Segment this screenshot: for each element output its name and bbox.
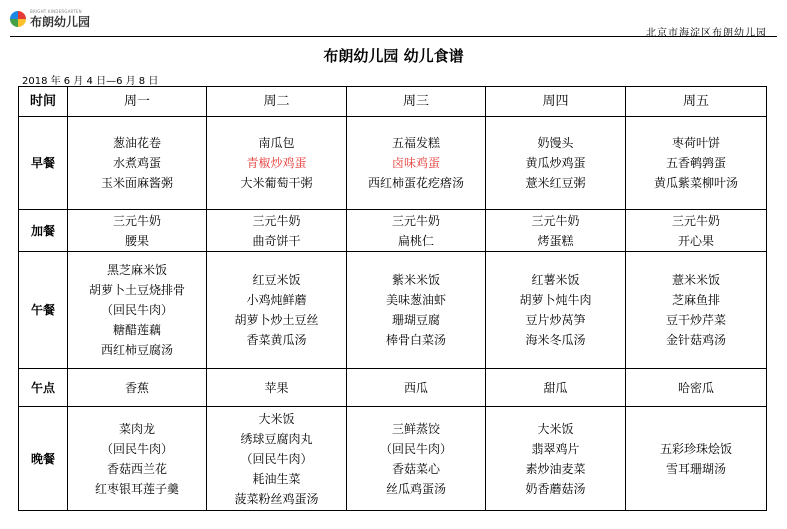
dish: 三元牛奶 (671, 213, 720, 228)
dish: 大米葡萄干粥 (240, 176, 313, 190)
meal-label: 午餐 (19, 252, 68, 369)
menu-cell (486, 210, 626, 252)
dish: 三元牛奶 (391, 213, 440, 228)
table-row (19, 369, 767, 407)
table-row (19, 407, 767, 511)
menu-cell (207, 117, 347, 210)
dish: 水煮鸡蛋 (112, 156, 161, 170)
dish: 金针菇鸡汤 (665, 333, 726, 347)
table-row (19, 210, 767, 252)
logo-chinese-text: 布朗幼儿园 (30, 15, 91, 29)
menu-cell (626, 252, 767, 369)
dish: 三元牛奶 (252, 213, 301, 228)
dish: 烤蛋糕 (537, 233, 574, 248)
menu-cell (68, 407, 207, 511)
page-header (0, 0, 787, 40)
dish: 腰果 (124, 233, 149, 248)
menu-cell (486, 117, 626, 210)
dish: 豆片炒莴笋 (525, 313, 586, 327)
dish: 紫米米饭 (391, 273, 440, 287)
dish: 五香鹌鹑蛋 (665, 156, 726, 170)
menu-cell (486, 407, 626, 511)
dish: 曲奇饼干 (252, 233, 301, 248)
dish: 芝麻鱼排 (671, 293, 720, 307)
table-header-row (19, 87, 767, 117)
menu-cell (207, 369, 347, 407)
dish: 豆干炒芹菜 (665, 313, 726, 327)
dish: 胡萝卜炖牛肉 (519, 293, 592, 307)
menu-cell (486, 369, 626, 407)
menu-cell (347, 210, 486, 252)
day-header: 周二 (207, 87, 347, 117)
dish: （回民牛肉） (100, 303, 173, 317)
dish: 苹果 (264, 380, 289, 395)
dish: 菜肉龙 (118, 421, 155, 436)
day-header: 周五 (626, 87, 767, 117)
dish: 西红柿豆腐汤 (100, 343, 173, 357)
dish: 三元牛奶 (112, 213, 161, 228)
dish: 五福发糕 (391, 136, 440, 150)
dish: 香菜黄瓜汤 (246, 333, 307, 347)
menu-cell (626, 210, 767, 252)
menu-cell (626, 369, 767, 407)
day-header: 周四 (486, 87, 626, 117)
dish: 红豆米饭 (252, 273, 301, 287)
dish: 奶馒头 (537, 136, 574, 150)
menu-cell (626, 117, 767, 210)
menu-cell (347, 117, 486, 210)
meal-label: 早餐 (19, 117, 68, 210)
dish: 雪耳珊瑚汤 (665, 461, 726, 476)
dish: 开心果 (677, 233, 714, 248)
dish: 三鲜蒸饺 (391, 421, 440, 436)
menu-cell (68, 210, 207, 252)
meal-label: 午点 (19, 369, 68, 407)
dish: 葱油花卷 (112, 136, 161, 150)
menu-cell (626, 407, 767, 511)
dish: 甜瓜 (543, 380, 568, 395)
meal-label: 加餐 (19, 210, 68, 252)
dish-highlighted: 卤味鸡蛋 (391, 156, 440, 170)
dish: 胡萝卜炒土豆丝 (234, 313, 319, 327)
menu-cell (207, 252, 347, 369)
menu-cell (207, 210, 347, 252)
dish: 美味葱油虾 (385, 293, 446, 307)
dish: 香菇菜心 (391, 461, 440, 476)
dish: 胡萝卜土豆烧排骨 (88, 283, 185, 297)
dish: 薏米米饭 (671, 273, 720, 287)
dish: 枣荷叶饼 (671, 136, 720, 150)
dish: 南瓜包 (258, 136, 295, 150)
dish: （回民牛肉） (240, 451, 313, 466)
dish: 糖醋莲藕 (112, 323, 161, 337)
menu-cell (207, 407, 347, 511)
dish: 黄瓜紫菜柳叶汤 (653, 176, 738, 190)
dish: 翡翠鸡片 (531, 441, 580, 456)
date-range: 2018 年 6 月 4 日—6 月 8 日 (22, 76, 159, 87)
dish: 海米冬瓜汤 (525, 333, 586, 347)
table-row (19, 117, 767, 210)
dish: 大米饭 (537, 421, 574, 436)
dish: 西红柿蛋花疙瘩汤 (367, 176, 464, 190)
dish: 西瓜 (403, 380, 428, 395)
table-row (19, 252, 767, 369)
page-title: 布朗幼儿园 幼儿食谱 (323, 47, 464, 65)
meal-label: 晚餐 (19, 407, 68, 511)
kindergarten-logo (10, 10, 90, 28)
dish: 小鸡炖鲜蘑 (246, 293, 307, 307)
dish: 菠菜粉丝鸡蛋汤 (234, 491, 319, 506)
dish: 薏米红豆粥 (525, 176, 586, 190)
dish: 珊瑚豆腐 (391, 313, 440, 327)
dish: 红枣银耳莲子羹 (94, 481, 179, 496)
menu-cell (486, 252, 626, 369)
corner-header: 时间 (19, 87, 68, 117)
logo-icon (10, 11, 26, 27)
menu-cell (68, 252, 207, 369)
header-divider (10, 36, 777, 37)
menu-cell (347, 252, 486, 369)
dish: 三元牛奶 (531, 213, 580, 228)
dish: 扁桃仁 (397, 233, 434, 248)
dish: 棒骨白菜汤 (385, 333, 446, 347)
dish: （回民牛肉） (379, 441, 452, 456)
dish: 黑芝麻米饭 (106, 263, 167, 277)
menu-cell (68, 369, 207, 407)
dish-highlighted: 青椒炒鸡蛋 (246, 156, 307, 170)
dish: （回民牛肉） (100, 441, 173, 456)
dish: 大米饭 (258, 411, 295, 426)
dish: 素炒油麦菜 (525, 461, 586, 476)
menu-cell (68, 117, 207, 210)
dish: 香蕉 (124, 380, 149, 395)
menu-cell (347, 407, 486, 511)
dish: 耗油生菜 (252, 471, 301, 486)
dish: 丝瓜鸡蛋汤 (385, 481, 446, 496)
dish: 红薯米饭 (531, 273, 580, 287)
dish: 奶香蘑菇汤 (525, 481, 586, 496)
day-header: 周三 (347, 87, 486, 117)
dish: 香菇西兰花 (106, 461, 167, 476)
logo-english-text: BRIGHT KINDERGARTEN (30, 9, 82, 14)
dish: 黄瓜炒鸡蛋 (525, 156, 586, 170)
dish: 哈密瓜 (677, 380, 714, 395)
menu-table (18, 86, 767, 511)
dish: 玉米面麻酱粥 (100, 176, 173, 190)
header-address: 北京市海淀区布朗幼儿园 (646, 28, 767, 39)
dish: 绣球豆腐肉丸 (240, 431, 313, 446)
dish: 五彩珍珠烩饭 (659, 441, 732, 456)
menu-cell (347, 369, 486, 407)
day-header: 周一 (68, 87, 207, 117)
